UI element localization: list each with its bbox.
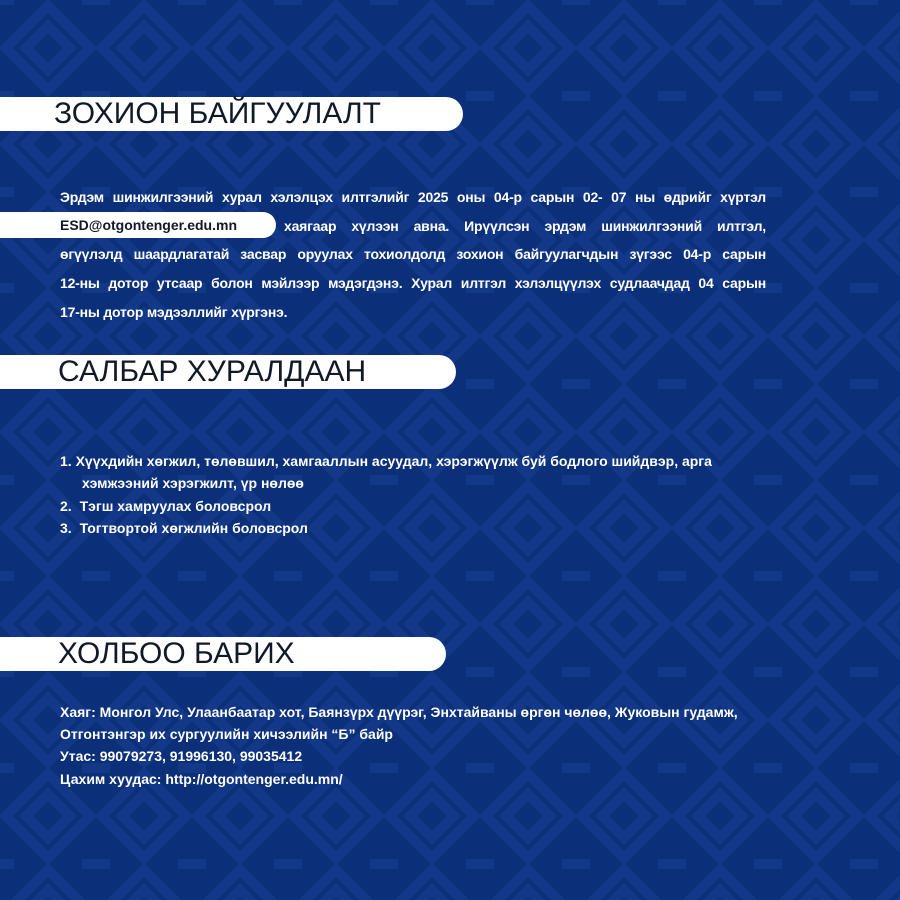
paragraph-line: өгүүлэлд шаардлагатай засвар оруулах тохиолдолд зохион байгуулагчдын зүгээс 04-р сарын <box>60 246 766 262</box>
list-item <box>60 498 271 514</box>
section-title-contact: ХОЛБОО БАРИХ <box>58 637 295 670</box>
section-heading-branch <box>0 355 456 389</box>
contact-phone: Утас: 99079273, 91996130, 99035412 <box>60 748 303 764</box>
list-item <box>60 520 308 536</box>
list-item-number: 2. <box>60 498 72 514</box>
list-item-text: Тогтвортой хөгжлийн боловсрол <box>79 520 308 536</box>
list-item-number: 1. <box>60 453 72 469</box>
paragraph-line: 12-ны дотор утсаар болон мэйлээр мэдэгдэнэ. Хурал илтгэл хэлэлцүүлэх судлаачдад 04 сарын <box>60 275 766 291</box>
paragraph-line: хаягаар хүлээн авна. Ирүүлсэн эрдэм шинжилгээний илтгэл, <box>284 218 766 234</box>
email-address[interactable]: ESD@otgontenger.edu.mn <box>60 217 237 233</box>
email-badge[interactable] <box>0 212 276 238</box>
list-item-continuation: хэмжээний хэрэгжилт, үр нөлөө <box>82 475 304 491</box>
section-title-organization: ЗОХИОН БАЙГУУЛАЛТ <box>54 97 382 130</box>
section-heading-contact <box>0 637 446 671</box>
paragraph-line: 17-ны дотор мэдээллийг хүргэнэ. <box>60 304 288 320</box>
list-item-text: Хүүхдийн хөгжил, төлөвшил, хамгааллын асуудал, хэрэгжүүлж буй бодлого шийдвэр, арга <box>75 453 712 469</box>
section-heading-organization <box>0 97 463 131</box>
contact-website[interactable]: Цахим хуудас: http://otgontenger.edu.mn/ <box>60 771 343 787</box>
paragraph-line: Эрдэм шинжилгээний хурал хэлэлцэх илтгэлийг 2025 оны 04-р сарын 02- 07 ны өдрийг хүртэл <box>60 189 766 205</box>
list-item-number: 3. <box>60 520 72 536</box>
contact-address-line: Отгонтэнгэр их сургуулийн хичээлийн “Б” байр <box>60 726 393 742</box>
contact-address-line: Хаяг: Монгол Улс, Улаанбаатар хот, Баянзүрх дүүрэг, Энхтайваны өргөн чөлөө, Жуковын гудамж, <box>60 704 738 720</box>
list-item-text: Тэгш хамруулах боловсрол <box>79 498 272 514</box>
section-title-branch: САЛБАР ХУРАЛДААН <box>58 355 367 388</box>
list-item <box>60 453 712 469</box>
